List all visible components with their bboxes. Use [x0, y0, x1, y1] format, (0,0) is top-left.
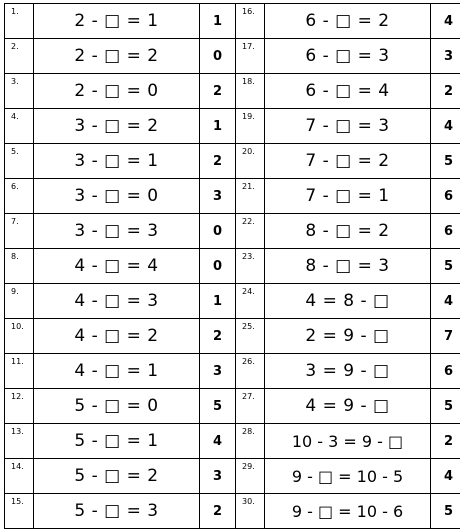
problem-equation: 3 - □ = 0 — [34, 179, 200, 214]
problem-number: 2. — [5, 39, 34, 74]
problem-number: 3. — [5, 74, 34, 109]
problem-number: 13. — [5, 424, 34, 459]
problem-number: 30. — [236, 494, 265, 529]
worksheet-row — [5, 144, 460, 179]
problem-answer: 2 — [431, 424, 460, 459]
worksheet-row — [5, 109, 460, 144]
worksheet-row — [5, 319, 460, 354]
problem-answer: 6 — [431, 354, 460, 389]
worksheet-row — [5, 4, 460, 39]
problem-answer: 3 — [200, 179, 236, 214]
problem-equation: 4 = 9 - □ — [265, 389, 431, 424]
problem-answer: 4 — [431, 109, 460, 144]
problem-number: 4. — [5, 109, 34, 144]
problem-number: 18. — [236, 74, 265, 109]
problem-answer: 5 — [431, 389, 460, 424]
problem-answer: 0 — [200, 214, 236, 249]
problem-equation: 5 - □ = 1 — [34, 424, 200, 459]
worksheet-table — [4, 3, 460, 529]
problem-number: 14. — [5, 459, 34, 494]
problem-answer: 5 — [431, 249, 460, 284]
problem-answer: 2 — [200, 74, 236, 109]
problem-answer: 0 — [200, 249, 236, 284]
worksheet-row — [5, 354, 460, 389]
problem-equation: 5 - □ = 2 — [34, 459, 200, 494]
problem-equation: 4 - □ = 4 — [34, 249, 200, 284]
problem-number: 21. — [236, 179, 265, 214]
problem-number: 27. — [236, 389, 265, 424]
problem-answer: 1 — [200, 109, 236, 144]
problem-answer: 3 — [431, 39, 460, 74]
problem-answer: 4 — [200, 424, 236, 459]
problem-equation: 7 - □ = 1 — [265, 179, 431, 214]
problem-number: 12. — [5, 389, 34, 424]
worksheet-row — [5, 214, 460, 249]
worksheet-body — [5, 4, 460, 529]
problem-number: 17. — [236, 39, 265, 74]
problem-number: 25. — [236, 319, 265, 354]
problem-equation: 3 - □ = 3 — [34, 214, 200, 249]
problem-number: 1. — [5, 4, 34, 39]
problem-answer: 6 — [431, 214, 460, 249]
problem-number: 26. — [236, 354, 265, 389]
problem-equation: 7 - □ = 2 — [265, 144, 431, 179]
problem-number: 16. — [236, 4, 265, 39]
problem-equation: 8 - □ = 3 — [265, 249, 431, 284]
problem-number: 24. — [236, 284, 265, 319]
problem-answer: 4 — [431, 459, 460, 494]
problem-equation: 7 - □ = 3 — [265, 109, 431, 144]
problem-number: 10. — [5, 319, 34, 354]
problem-number: 15. — [5, 494, 34, 529]
problem-equation: 3 - □ = 2 — [34, 109, 200, 144]
problem-equation: 2 - □ = 0 — [34, 74, 200, 109]
problem-number: 29. — [236, 459, 265, 494]
problem-answer: 0 — [200, 39, 236, 74]
problem-equation: 9 - □ = 10 - 5 — [265, 459, 431, 494]
problem-equation: 4 - □ = 3 — [34, 284, 200, 319]
problem-number: 8. — [5, 249, 34, 284]
problem-equation: 2 - □ = 2 — [34, 39, 200, 74]
problem-equation: 4 - □ = 1 — [34, 354, 200, 389]
problem-answer: 7 — [431, 319, 460, 354]
problem-number: 20. — [236, 144, 265, 179]
worksheet-row — [5, 39, 460, 74]
problem-equation: 3 = 9 - □ — [265, 354, 431, 389]
problem-answer: 2 — [200, 144, 236, 179]
problem-number: 19. — [236, 109, 265, 144]
problem-equation: 4 - □ = 2 — [34, 319, 200, 354]
problem-answer: 1 — [200, 284, 236, 319]
problem-answer: 4 — [431, 4, 460, 39]
worksheet-row — [5, 424, 460, 459]
worksheet-row — [5, 459, 460, 494]
problem-equation: 5 - □ = 0 — [34, 389, 200, 424]
problem-answer: 5 — [431, 144, 460, 179]
problem-equation: 2 = 9 - □ — [265, 319, 431, 354]
problem-equation: 6 - □ = 2 — [265, 4, 431, 39]
problem-equation: 3 - □ = 1 — [34, 144, 200, 179]
worksheet-row — [5, 284, 460, 319]
problem-equation: 2 - □ = 1 — [34, 4, 200, 39]
problem-number: 5. — [5, 144, 34, 179]
problem-equation: 10 - 3 = 9 - □ — [265, 424, 431, 459]
problem-equation: 6 - □ = 3 — [265, 39, 431, 74]
worksheet-row — [5, 179, 460, 214]
problem-answer: 3 — [200, 354, 236, 389]
problem-number: 23. — [236, 249, 265, 284]
problem-answer: 3 — [200, 459, 236, 494]
problem-answer: 5 — [200, 389, 236, 424]
worksheet-row — [5, 74, 460, 109]
problem-answer: 4 — [431, 284, 460, 319]
problem-answer: 2 — [200, 494, 236, 529]
problem-answer: 2 — [200, 319, 236, 354]
problem-equation: 5 - □ = 3 — [34, 494, 200, 529]
problem-answer: 2 — [431, 74, 460, 109]
problem-number: 22. — [236, 214, 265, 249]
problem-number: 9. — [5, 284, 34, 319]
worksheet-row — [5, 494, 460, 529]
problem-answer: 1 — [200, 4, 236, 39]
problem-number: 28. — [236, 424, 265, 459]
problem-equation: 8 - □ = 2 — [265, 214, 431, 249]
problem-equation: 4 = 8 - □ — [265, 284, 431, 319]
worksheet-row — [5, 389, 460, 424]
problem-equation: 9 - □ = 10 - 6 — [265, 494, 431, 529]
problem-answer: 5 — [431, 494, 460, 529]
problem-number: 7. — [5, 214, 34, 249]
problem-number: 6. — [5, 179, 34, 214]
problem-equation: 6 - □ = 4 — [265, 74, 431, 109]
worksheet-row — [5, 249, 460, 284]
problem-number: 11. — [5, 354, 34, 389]
problem-answer: 6 — [431, 179, 460, 214]
